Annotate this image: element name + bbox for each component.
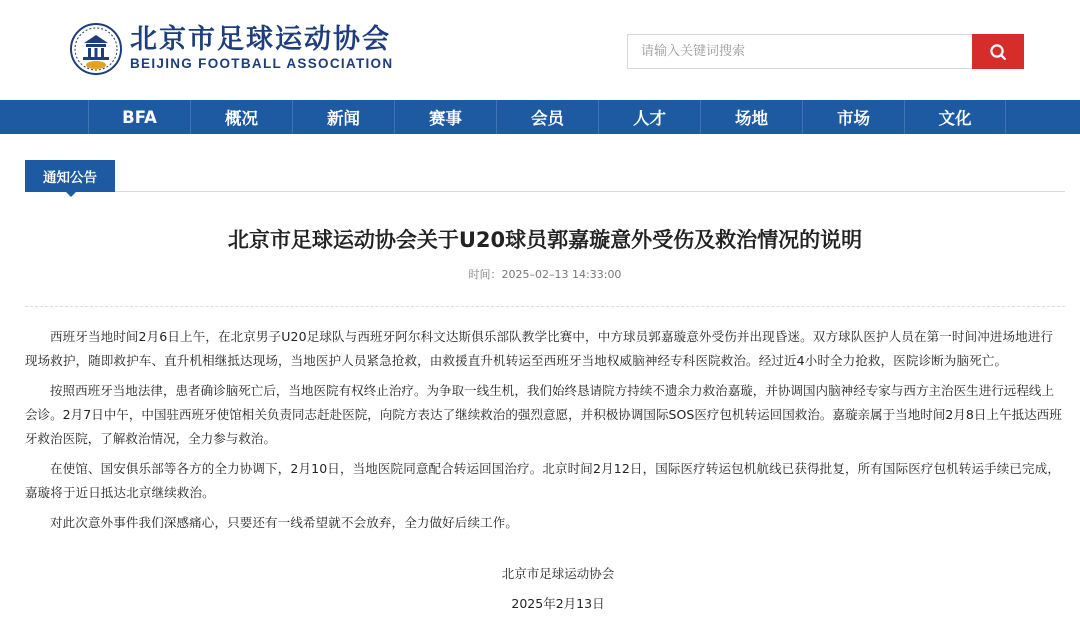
nav-item-overview[interactable]: 概况 bbox=[190, 100, 292, 134]
nav-item-members[interactable]: 会员 bbox=[496, 100, 598, 134]
search-button[interactable] bbox=[972, 34, 1024, 69]
nav-item-events[interactable]: 赛事 bbox=[394, 100, 496, 134]
category-divider bbox=[25, 191, 1065, 192]
article-paragraph: 在使馆、国安俱乐部等各方的全力协调下，2月10日，当地医院同意配合转运回国治疗。北京时间2月12日，国际医疗转运包机航线已获得批复，所有国际医疗包机转运手续已完成，嘉璇将于近日抵达北京继续救治。 bbox=[25, 461, 1061, 500]
article-meta: 时间：2025–02–13 14:33:00 bbox=[468, 268, 622, 281]
nav-item-talent[interactable]: 人才 bbox=[598, 100, 700, 134]
nav-item-news[interactable]: 新闻 bbox=[292, 100, 394, 134]
article-paragraph: 按照西班牙当地法律，患者确诊脑死亡后，当地医院有权终止治疗。为争取一线生机，我们始终恳请院方持续不遗余力救治嘉璇，并协调国内脑神经专家与西方主治医生进行远程线上会诊。2月7日中午，中国驻西班牙使馆相关负责同志赶赴医院，向院方表达了继续救治的强烈意愿，并积极协调国际SOS医疗包机转运回国救治。嘉璇亲属于当地时间2月8日上午抵达西班牙救治医院，了解救治情况，全力参与救治。 bbox=[25, 383, 1062, 446]
nav-item-bfa[interactable]: BFA bbox=[88, 100, 190, 134]
article-signature: 北京市足球运动协会 bbox=[501, 566, 615, 581]
logo-title-en[interactable]: BEIJING FOOTBALL ASSOCIATION bbox=[130, 56, 394, 71]
search-icon bbox=[989, 43, 1007, 61]
nav-item-culture[interactable]: 文化 bbox=[904, 100, 1006, 134]
nav-item-venues[interactable]: 场地 bbox=[700, 100, 802, 134]
article-title: 北京市足球运动协会关于U20球员郭嘉璇意外受伤及救治情况的说明 bbox=[227, 228, 863, 252]
search-input[interactable] bbox=[627, 34, 973, 69]
article-body bbox=[25, 325, 1065, 541]
site-header bbox=[0, 0, 1080, 100]
article-date: 2025年2月13日 bbox=[511, 596, 605, 611]
main-nav bbox=[0, 100, 1080, 134]
category-tab-arrow bbox=[66, 192, 76, 197]
bfa-emblem-icon[interactable] bbox=[70, 23, 122, 75]
logo-title-cn[interactable]: 北京市足球运动协会 bbox=[130, 24, 391, 55]
category-tab[interactable]: 通知公告 bbox=[25, 160, 115, 192]
article-paragraph: 对此次意外事件我们深感痛心，只要还有一线希望就不会放弃，全力做好后续工作。 bbox=[50, 515, 519, 530]
article-paragraph: 西班牙当地时间2月6日上午，在北京男子U20足球队与西班牙阿尔科文达斯俱乐部队教学比赛中，中方球员郭嘉璇意外受伤并出现昏迷。双方球队医护人员在第一时间冲进场地进行现场救护，随即救护车、直升机相继抵达现场，当地医护人员紧急抢救，由救援直升机转运至西班牙当地权威脑神经专科医院救治。经过近4小时全力抢救，医院诊断为脑死亡。 bbox=[25, 329, 1054, 368]
nav-item-market[interactable]: 市场 bbox=[802, 100, 904, 134]
title-divider bbox=[25, 306, 1065, 307]
